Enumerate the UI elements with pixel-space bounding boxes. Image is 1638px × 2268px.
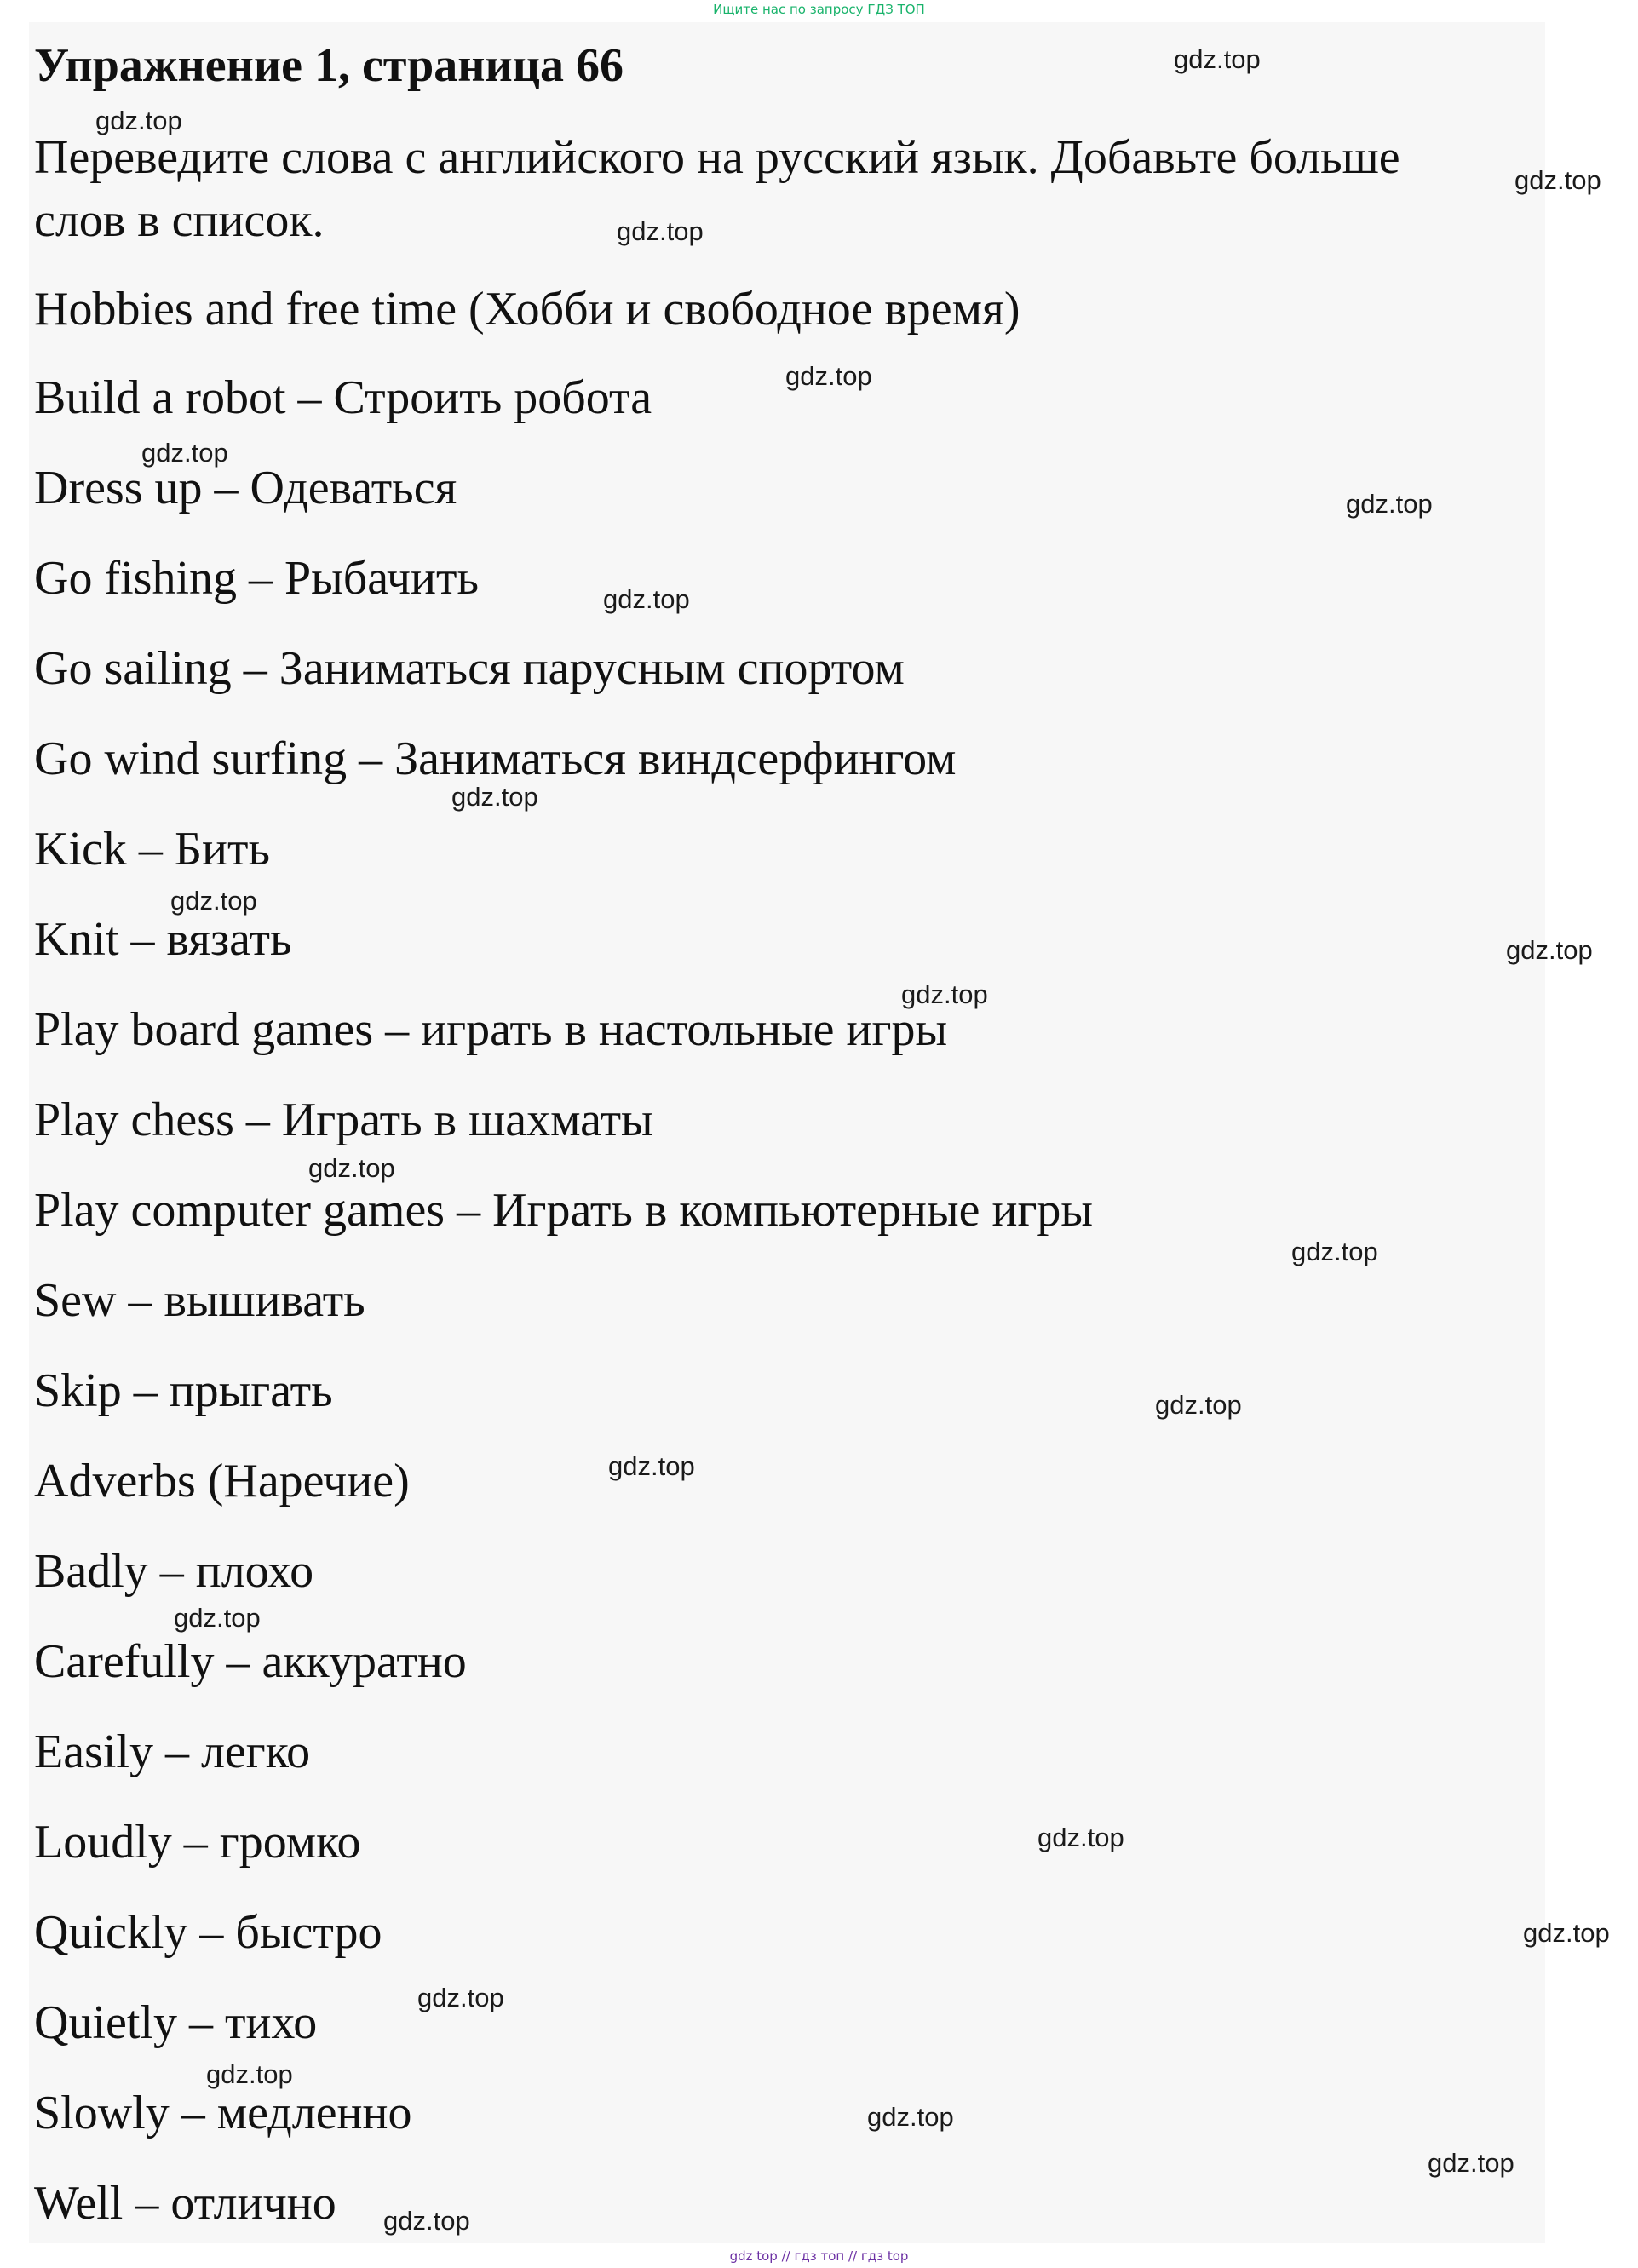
vocab-line: Skip – прыгать <box>34 1364 333 1417</box>
vocab-line: Go wind surfing – Заниматься виндсерфингом <box>34 732 957 785</box>
vocab-line: Kick – Бить <box>34 823 270 876</box>
vocab-line: Play computer games – Играть в компьютерные игры <box>34 1184 1094 1237</box>
vocab-line: Slowly – медленно <box>34 2087 412 2139</box>
vocab-line: Easily – легко <box>34 1725 311 1778</box>
watermark: gdz.top <box>1155 1390 1242 1420</box>
watermark: gdz.top <box>308 1153 395 1183</box>
watermark: gdz.top <box>95 106 182 135</box>
vocab-line: Quietly – тихо <box>34 1996 318 2049</box>
watermark: gdz.top <box>417 1983 504 2012</box>
watermark: gdz.top <box>1523 1918 1610 1948</box>
watermark: gdz.top <box>1174 44 1261 74</box>
watermark: gdz.top <box>617 216 704 246</box>
vocab-line: Loudly – громко <box>34 1816 361 1869</box>
section-heading-hobbies: Hobbies and free time (Хобби и свободное время) <box>34 283 1020 336</box>
header-note[interactable]: Ищите нас по запросу ГДЗ ТОП <box>713 2 925 17</box>
vocab-line: Dress up – Одеваться <box>34 462 457 514</box>
watermark: gdz.top <box>174 1603 261 1633</box>
watermark: gdz.top <box>170 886 257 916</box>
watermark: gdz.top <box>608 1451 695 1481</box>
watermark: gdz.top <box>1428 2148 1514 2178</box>
section-heading-adverbs: Adverbs (Наречие) <box>34 1455 410 1507</box>
vocab-line: Play chess – Играть в шахматы <box>34 1094 653 1146</box>
vocab-line: Quickly – быстро <box>34 1906 382 1959</box>
watermark: gdz.top <box>1514 165 1601 195</box>
watermark: gdz.top <box>603 584 690 614</box>
exercise-title: Упражнение 1, страница 66 <box>34 39 624 92</box>
vocab-line: Go sailing – Заниматься парусным спортом <box>34 642 905 695</box>
vocab-line: Play board games – играть в настольные игры <box>34 1003 948 1056</box>
footer-note[interactable]: gdz top // гдз топ // гдз top <box>729 2248 909 2264</box>
vocab-line: Badly – плохо <box>34 1545 314 1598</box>
vocab-line: Carefully – аккуратно <box>34 1635 467 1688</box>
vocab-line: Knit – вязать <box>34 913 292 966</box>
vocab-line: Build a robot – Строить робота <box>34 371 652 424</box>
vocab-line: Sew – вышивать <box>34 1274 365 1327</box>
watermark: gdz.top <box>451 782 538 812</box>
watermark: gdz.top <box>206 2059 293 2089</box>
watermark: gdz.top <box>901 979 988 1009</box>
watermark: gdz.top <box>1506 935 1593 965</box>
vocab-line: Go fishing – Рыбачить <box>34 552 480 605</box>
task-text: Переведите слова с английского на русский язык. Добавьте больше слов в список. <box>34 131 1400 247</box>
watermark: gdz.top <box>1037 1823 1124 1852</box>
watermark: gdz.top <box>383 2206 470 2236</box>
watermark: gdz.top <box>1291 1237 1378 1266</box>
watermark: gdz.top <box>141 438 228 468</box>
watermark: gdz.top <box>1346 489 1433 519</box>
watermark: gdz.top <box>785 361 872 391</box>
vocab-line: Well – отлично <box>34 2177 336 2230</box>
watermark: gdz.top <box>867 2102 954 2132</box>
